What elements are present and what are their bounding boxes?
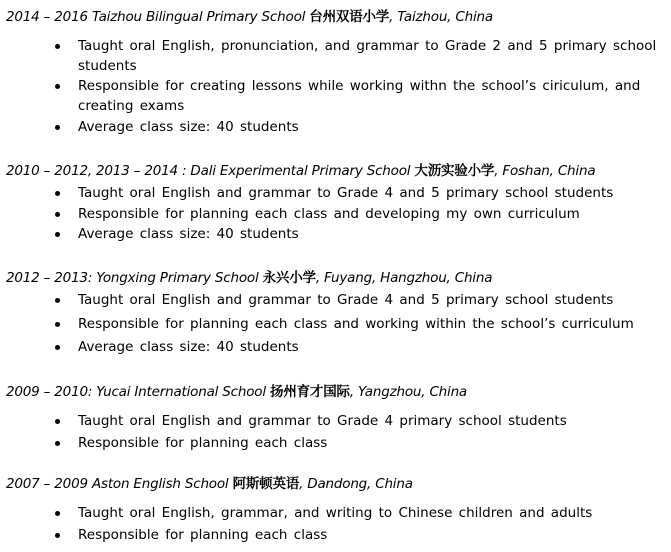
list-item: Responsible for planning each class and developing my own curriculum — [55, 204, 657, 224]
list-item: Taught oral English, pronunciation, and grammar to Grade 2 and 5 primary school students — [55, 36, 657, 76]
entry-heading — [6, 5, 493, 25]
entry-date: 2012 – 2013: — [6, 270, 93, 286]
entry-school-chinese: 永兴小学 — [262, 270, 316, 286]
list-item: Responsible for creating lessons while working withn the school’s ciriculum, and creating exams — [55, 76, 657, 116]
list-item: Average class size: 40 students — [55, 117, 657, 137]
bullet-icon — [55, 191, 60, 196]
list-item: Responsible for planning each class — [55, 525, 657, 545]
entry-heading — [6, 266, 492, 286]
list-item: Taught oral English and grammar to Grade 4 primary school students — [55, 411, 657, 431]
entry-location: , Taizhou, China — [389, 9, 493, 25]
bullet-icon — [55, 441, 60, 446]
entry-school: Dali Experimental Primary School — [190, 163, 411, 179]
bullet-icon — [55, 345, 60, 350]
entry-date: 2009 – 2010: — [6, 384, 93, 400]
entry-date: 2014 – 2016 — [6, 9, 88, 25]
entry-location: , Foshan, China — [494, 163, 596, 179]
list-item: Average class size: 40 students — [55, 224, 657, 244]
bullet-icon — [55, 84, 60, 89]
entry-heading — [6, 159, 595, 179]
entry-location: , Dandong, China — [299, 476, 413, 492]
entry-date: 2007 – 2009 — [6, 476, 88, 492]
bullet-icon — [55, 533, 60, 538]
entry-date: 2010 – 2012, 2013 – 2014 : — [6, 163, 187, 179]
entry-school: Taizhou Bilingual Primary School — [91, 9, 306, 25]
list-item: Responsible for planning each class and working within the school’s curriculum — [55, 314, 657, 334]
bullet-icon — [55, 511, 60, 516]
bullet-icon — [55, 44, 60, 49]
entry-school-chinese: 扬州育才国际 — [270, 384, 350, 400]
entry-heading — [6, 472, 413, 492]
entry-school-chinese: 阿斯顿英语 — [232, 476, 300, 492]
list-item: Average class size: 40 students — [55, 337, 657, 357]
list-item: Taught oral English and grammar to Grade 4 and 5 primary school students — [55, 290, 657, 310]
list-item: Taught oral English and grammar to Grade 4 and 5 primary school students — [55, 183, 657, 203]
bullet-icon — [55, 125, 60, 130]
entry-heading — [6, 380, 467, 400]
bullet-icon — [55, 298, 60, 303]
bullet-icon — [55, 232, 60, 237]
list-item: Taught oral English, grammar, and writing to Chinese children and adults — [55, 503, 657, 523]
entry-school: Yongxing Primary School — [96, 270, 259, 286]
entry-school-chinese: 台州双语小学 — [309, 9, 390, 25]
entry-location: , Fuyang, Hangzhou, China — [315, 270, 493, 286]
entry-school: Aston English School — [91, 476, 229, 492]
bullet-icon — [55, 212, 60, 217]
entry-school-chinese: 大沥实验小学 — [414, 163, 495, 179]
list-item: Responsible for planning each class — [55, 433, 657, 453]
bullet-icon — [55, 322, 60, 327]
entry-school: Yucai International School — [96, 384, 266, 400]
bullet-icon — [55, 419, 60, 424]
entry-location: , Yangzhou, China — [349, 384, 468, 400]
